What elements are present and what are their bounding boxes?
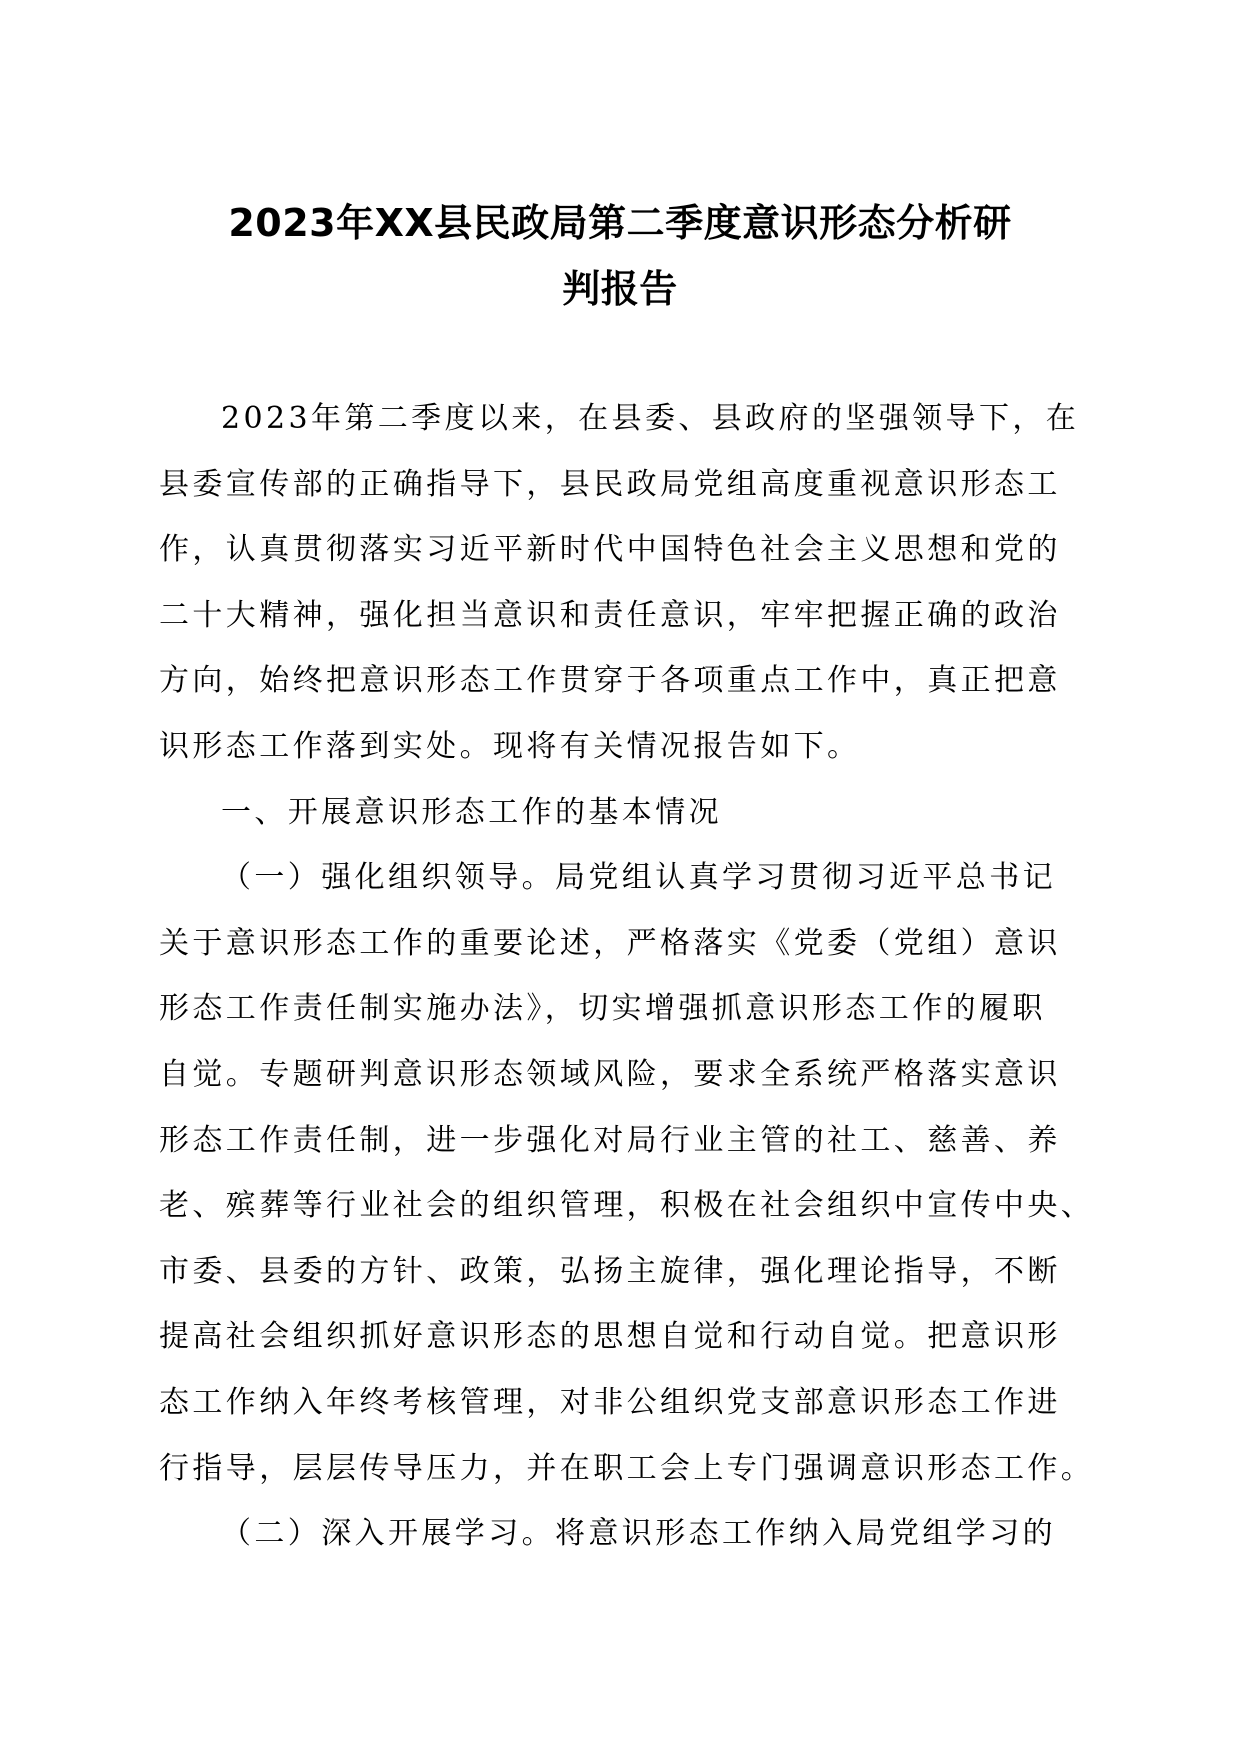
- body-text-line: 一、开展意识形态工作的基本情况: [221, 794, 722, 830]
- body-text-line: 行指导，层层传导压力，并在职工会上专门强调意识形态工作。: [159, 1450, 1095, 1486]
- document-body: [159, 386, 1095, 1567]
- body-text-line: 关于意识形态工作的重要论述，严格落实《党委（党组）意识: [159, 925, 1061, 961]
- body-text-line: 自觉。专题研判意识形态领域风险，要求全系统严格落实意识: [159, 1056, 1061, 1092]
- body-text-line: 老、殡葬等行业社会的组织管理，积极在社会组织中宣传中央、: [159, 1188, 1095, 1224]
- body-text-line: 作，认真贯彻落实习近平新时代中国特色社会主义思想和党的: [159, 532, 1061, 568]
- body-text-line: 市委、县委的方针、政策，弘扬主旋律，强化理论指导，不断: [159, 1253, 1061, 1289]
- body-text-line: 识形态工作落到实处。现将有关情况报告如下。: [159, 728, 861, 764]
- body-text-line: （二）深入开展学习。将意识形态工作纳入局党组学习的: [221, 1516, 1056, 1552]
- body-text-line: 提高社会组织抓好意识形态的思想自觉和行动自觉。把意识形: [159, 1319, 1061, 1355]
- body-text-line: 方向，始终把意识形态工作贯穿于各项重点工作中，真正把意: [159, 663, 1061, 699]
- body-text-line: （一）强化组织领导。局党组认真学习贯彻习近平总书记: [221, 860, 1056, 896]
- title-line-1: 2023年XX县民政局第二季度意识形态分析研: [228, 201, 1012, 245]
- body-text-line: 形态工作责任制实施办法》，切实增强抓意识形态工作的履职: [159, 991, 1046, 1027]
- body-text-line: 形态工作责任制，进一步强化对局行业主管的社工、慈善、养: [159, 1122, 1061, 1158]
- document-title: [140, 190, 1100, 322]
- title-line-2: 判报告: [562, 267, 678, 311]
- body-text-line: 态工作纳入年终考核管理，对非公组织党支部意识形态工作进: [159, 1384, 1061, 1420]
- body-text-line: 二十大精神，强化担当意识和责任意识，牢牢把握正确的政治: [159, 597, 1061, 633]
- body-text-line: 县委宣传部的正确指导下，县民政局党组高度重视意识形态工: [159, 466, 1061, 502]
- body-text-line: 2023年第二季度以来，在县委、县政府的坚强领导下，在: [221, 401, 1080, 436]
